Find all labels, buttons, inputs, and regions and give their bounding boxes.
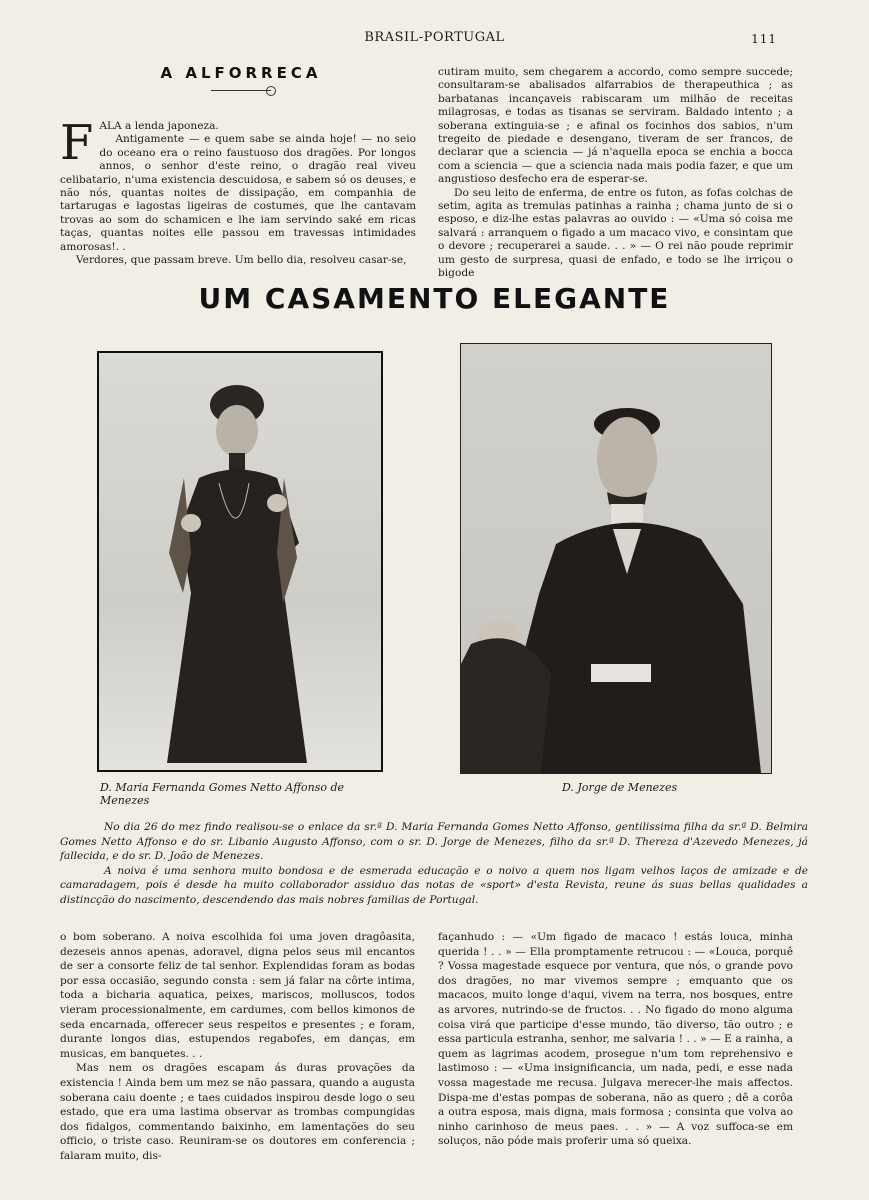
page-header — [0, 30, 869, 50]
groom-illustration — [461, 344, 771, 773]
bride-caption: D. Maria Fernanda Gomes Netto Affonso de Menezes — [100, 781, 345, 807]
paragraph: ALA a lenda japoneza. — [99, 120, 219, 132]
alforreca-left-column — [60, 115, 416, 267]
paragraph: Do seu leito de enferma, de entre os futon, as fofas colchas de setim, agita as tremulas patinhas a rainha ; chama junto de si o esposo, e diz-lhe estas palavras ao ouvido : — «Uma só coisa me salvará : arranquem o figado a um macaco vivo, e consintam que o devore ; recuperarei a saude. . . » — O rei não poude reprimir um gesto de surpresa, quasi de enfado, e todo se lhe irriçou o bigode — [438, 186, 793, 280]
article-title: UM CASAMENTO ELEGANTE — [198, 282, 671, 315]
paragraph: cutiram muito, sem chegarem a accordo, como sempre succede; consultaram-se abalisados alfarrabios de therapeuthica ; as barbatanas incançaveis rabiscaram um milhão de receitas milagrosas, e todas as tisanas se serviram. Baldado intento ; a soberana extinguia-se ; e afinal os focinhos dos sabios, n'um tregeito de piedade e desengano, tiveram de ser francos, de declarar que a sciencia — já n'aquella epoca se enchia a bocca com a sciencia — que a sciencia nada mais podia fazer, e que um angustioso desfecho era de esperar-se. — [438, 66, 793, 186]
wedding-notes — [60, 820, 808, 907]
paragraph: Verdores, que passam breve. Um bello dia, resolveu casar-se, — [76, 254, 407, 267]
page-number: 111 — [751, 32, 777, 46]
bride-illustration — [99, 353, 381, 770]
title-rule — [211, 90, 271, 91]
notes-paragraph: A noiva é uma senhora muito bondosa e de esmerada educação e o noivo a quem nos ligam velhos laços de amizade e de camaradagem, pois é desde ha muito collaborador assiduo das notas de «sport» d'esta Revista, reune ás suas bellas qualidades a distincção do nascimento, descendendo das mais nobres familias de Portugal. — [60, 864, 808, 906]
continuation-right-column — [438, 930, 793, 1149]
groom-caption: D. Jorge de Menezes — [562, 781, 678, 794]
paragraph: Antigamente — e quem sabe se ainda hoje! — no seio do oceano era o reino faustuoso dos dragões. Por longos annos, o senhor d'este reino, o dragão real viveu celibatario, n'uma existencia descuidosa, e sabem só os deuses, e não nós, quantas noites de dissipação, em companhia de tartarugas e lagostas ligeiras de costumes, que lhe cantavam trovas ao som do schamicen e lhe iam servindo saké em ricas taças, quantas noites elle passou em travessas intimidades amorosas!. . — [60, 133, 416, 253]
paragraph: Mas nem os dragões escapam ás duras provações da existencia ! Ainda bem um mez se não passara, quando a augusta soberana caiu doente ; e taes cuidados inspirou desde logo o seu estado, que era uma lastima observar as trombas compungidas dos fidalgos, commentando baixinho, em lamentações do seu officio, o triste caso. Reuniram-se os doutores em conferencia ; falaram muito, dis- — [60, 1062, 415, 1162]
notes-paragraph: No dia 26 do mez findo realisou-se o enlace da sr.ª D. Maria Fernanda Gomes Netto Affonso, gentilissima filha da sr.ª D. Belmira Gomes Netto Affonso e do sr. Libanio Augusto Affonso, com o sr. D. Jorge de Menezes, filho da sr.ª D. Thereza d'Azevedo Menezes, já fallecida, e do sr. D. João de Menezes. — [60, 821, 808, 862]
groom-photo — [460, 343, 772, 774]
alforreca-title: A ALFORRECA — [160, 64, 322, 82]
alforreca-right-column — [438, 66, 793, 281]
paragraph: façanhudo : — «Um figado de macaco ! estás louca, minha querida ! . . » — Ella promptamente retrucou : — «Louca, porquê ? Vossa magestade esquece por ventura, que nós, o grande povo dos dragões, no mar vivemos sempre ; emquanto que os macacos, muito longe d'aqui, vivem na terra, nos bosques, entre as arvores, nutrindo-se de fructos. . . No figado do mono alguma coisa virá que participe d'esse mundo, tão diverso, tão outro ; e essa particula estranha, senhor, me salvaria ! . . » — E a rainha, a quem as lagrimas acodem, prosegue n'um tom reprehensivo e lastimoso : — «Uma insignificancia, um nada, pedi, e esse nada vossa magestade me recusa. Julgava merecer-lhe mais affectos. Dispa-me d'estas pompas de soberana, não as quero ; dê a corôa a outra esposa, mais digna, mais formosa ; consinta que volva ao ninho carinhoso de meus paes. . . » — A voz suffoca-se em soluços, não póde mais proferir uma só queixa. — [438, 931, 793, 1148]
paragraph: o bom soberano. A noiva escolhida foi uma joven dragôasita, dezeseis annos apenas, adoravel, digna pelos seus mil encantos de ser a consorte feliz de tal senhor. Explendidas foram as bodas por essa occasião, segundo consta : sem já falar na côrte intima, toda a bicharia aquatica, peixes, mariscos, molluscos, todos vieram processionalmente, em cardumes, com bellos kimonos de seda encarnada, offerecer seus respeitos e presentes ; e foram, durante longos dias, estupendos regabofes, em danças, em musicas, em banquetes. . . — [60, 931, 415, 1060]
masthead: BRASIL-PORTUGAL — [364, 30, 505, 45]
dropcap: F — [60, 115, 94, 171]
bride-photo — [97, 351, 383, 772]
continuation-left-column — [60, 930, 415, 1164]
title-ornament — [266, 86, 276, 96]
alforreca-title-block — [86, 64, 396, 84]
